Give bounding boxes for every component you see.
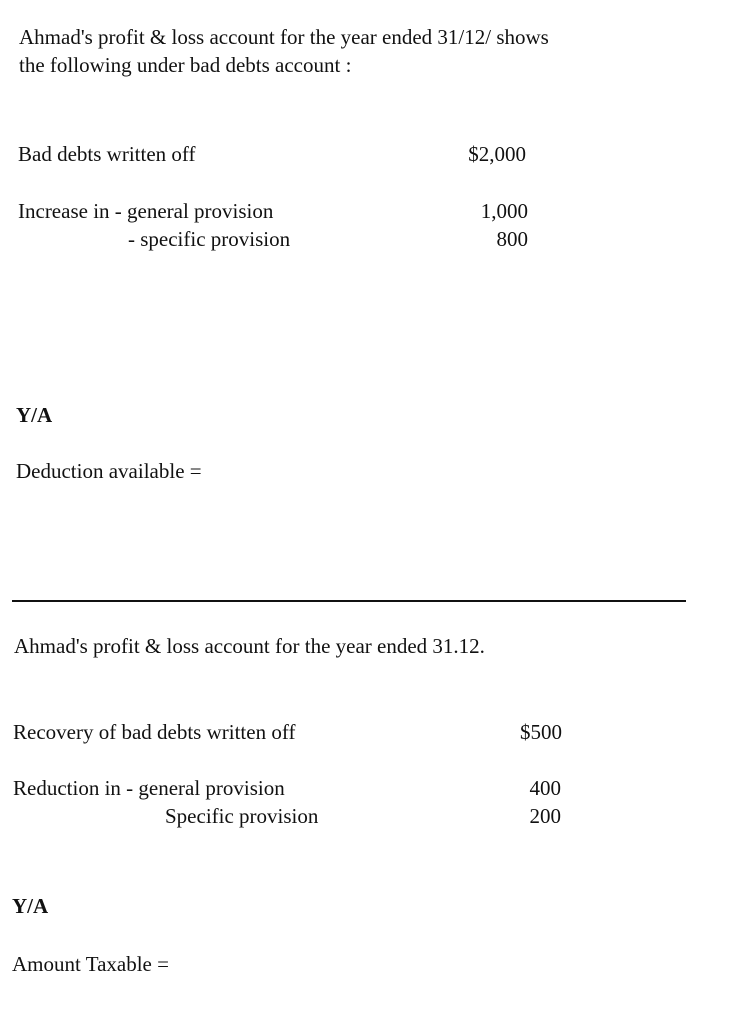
recovery-value: $500 (520, 720, 562, 744)
deduction-available-label: Deduction available = (16, 459, 202, 483)
section-divider (12, 600, 686, 602)
bad-debts-label: Bad debts written off (18, 142, 196, 166)
ya-label-1: Y/A (16, 403, 53, 427)
specific-provision-reduction-value: 200 (529, 804, 561, 828)
specific-provision-reduction-label: Specific provision (165, 804, 319, 828)
recovery-label: Recovery of bad debts written off (13, 720, 296, 744)
intro-line-2: the following under bad debts account : (19, 53, 352, 77)
general-provision-reduction-value: 400 (529, 776, 561, 800)
general-provision-increase-value: 1,000 (480, 199, 528, 223)
specific-provision-increase-label: - specific provision (128, 227, 291, 251)
general-provision-increase-label: Increase in - general provision (18, 199, 274, 223)
bad-debts-value: $2,000 (468, 142, 526, 166)
amount-taxable-label: Amount Taxable = (12, 952, 169, 976)
section2-title: Ahmad's profit & loss account for the year ended 31.12. (14, 634, 485, 658)
general-provision-reduction-label: Reduction in - general provision (13, 776, 285, 800)
intro-line-1: Ahmad's profit & loss account for the year ended 31/12/ shows (19, 25, 549, 49)
specific-provision-increase-value: 800 (496, 227, 528, 251)
ya-label-2: Y/A (12, 894, 49, 918)
